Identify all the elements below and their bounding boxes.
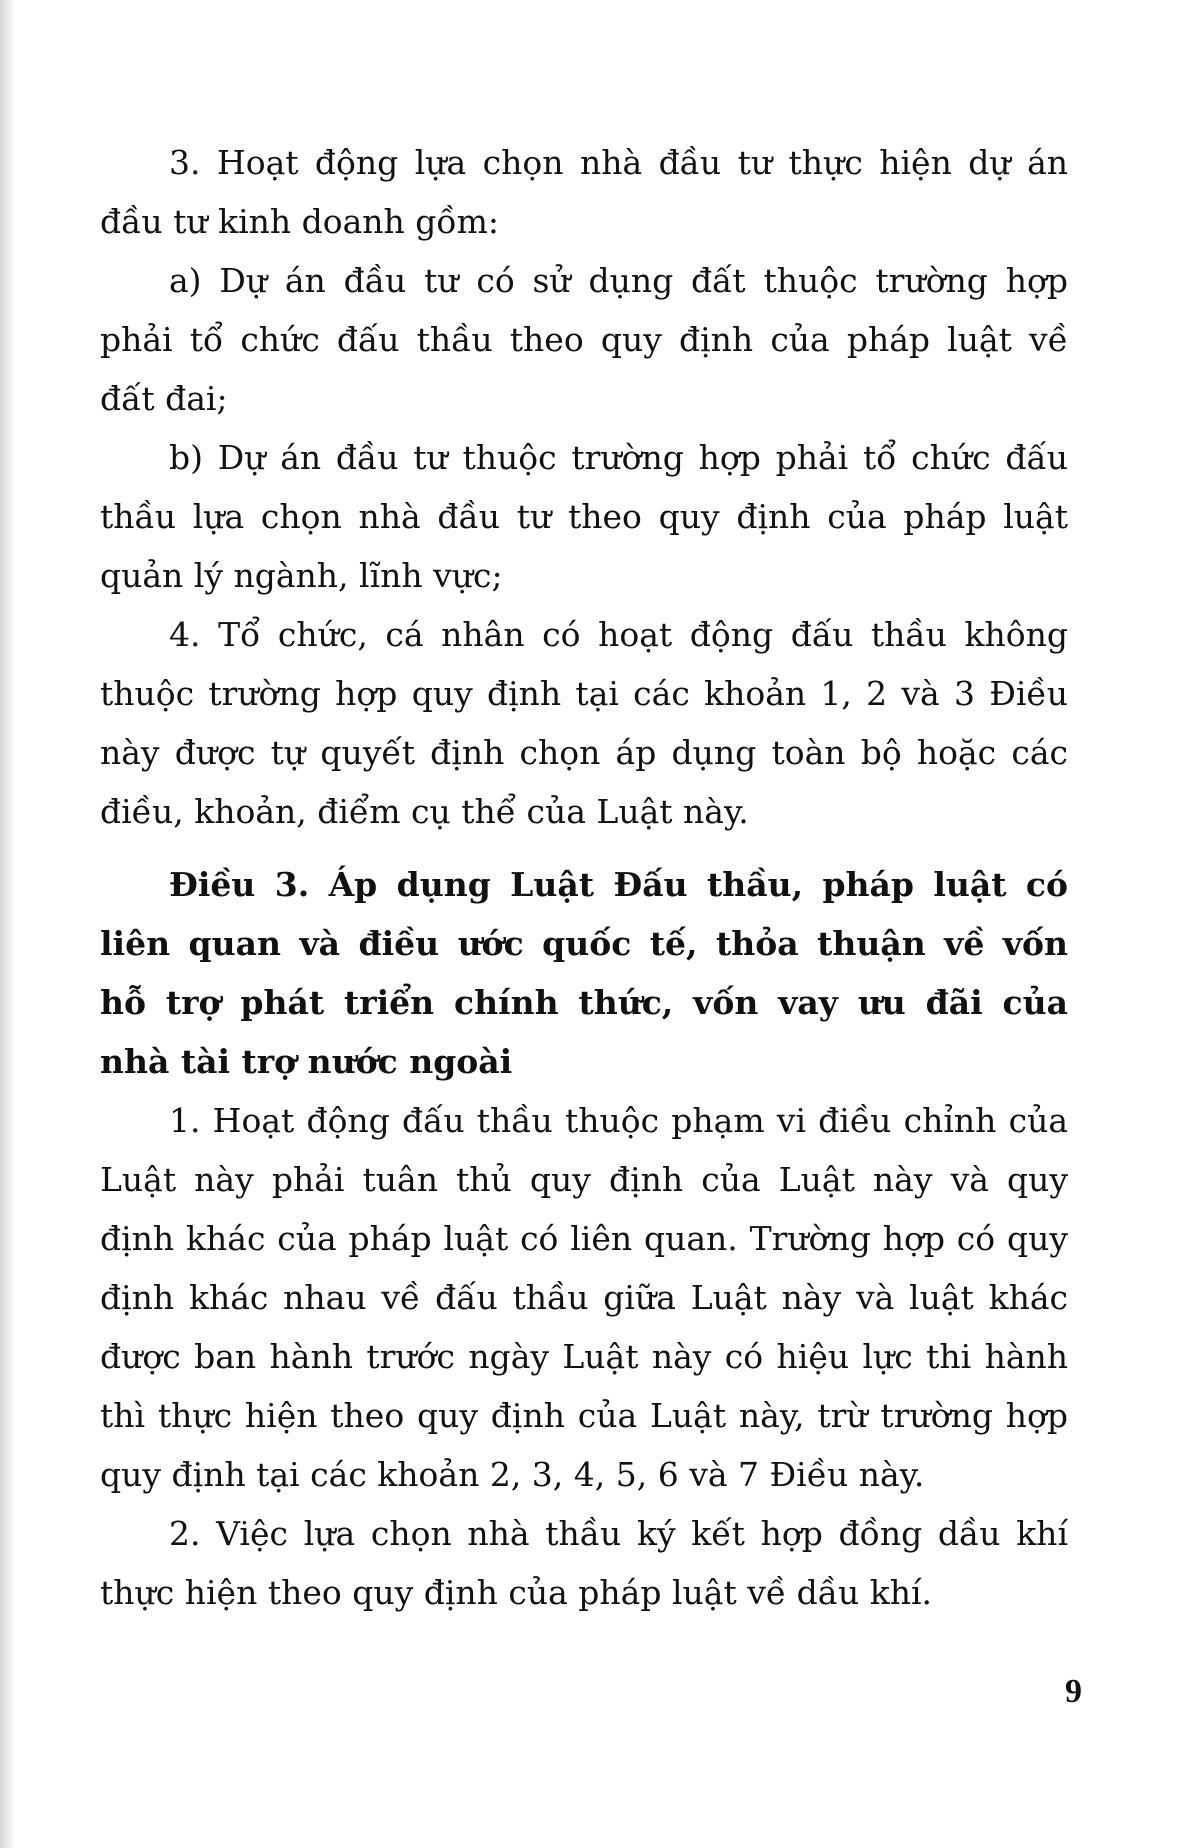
paragraph-line: đất đai; xyxy=(100,379,228,418)
section-spacer xyxy=(100,841,1068,855)
paragraph-line: định khác nhau về đấu thầu giữa Luật này và luật khác xyxy=(100,1278,1068,1317)
paragraph-line: thầu lựa chọn nhà đầu tư theo quy định của pháp luật xyxy=(100,497,1068,536)
paragraph-line: Luật này phải tuân thủ quy định của Luật này và quy xyxy=(100,1160,1068,1199)
paragraph-line: 1. Hoạt động đấu thầu thuộc phạm vi điều chỉnh của xyxy=(169,1101,1068,1140)
paragraph-line: 3. Hoạt động lựa chọn nhà đầu tư thực hiện dự án xyxy=(169,143,1068,182)
article-heading-line: liên quan và điều ước quốc tế, thỏa thuận về vốn xyxy=(100,924,1068,963)
paragraph-line: thuộc trường hợp quy định tại các khoản 1, 2 và 3 Điều xyxy=(100,674,1068,713)
paragraph-line: 2. Việc lựa chọn nhà thầu ký kết hợp đồng dầu khí xyxy=(169,1514,1068,1553)
paragraph-line: điều, khoản, điểm cụ thể của Luật này. xyxy=(100,792,749,831)
paragraph-line: quy định tại các khoản 2, 3, 4, 5, 6 và 7 Điều này. xyxy=(100,1455,925,1494)
page-number: 9 xyxy=(1065,1673,1082,1710)
paragraph-line: phải tổ chức đấu thầu theo quy định của pháp luật về xyxy=(100,320,1068,359)
page-gutter-shadow xyxy=(0,0,16,1848)
text-block xyxy=(100,133,1068,1622)
paragraph-line: này được tự quyết định chọn áp dụng toàn bộ hoặc các xyxy=(100,733,1068,772)
paragraph-line: đầu tư kinh doanh gồm: xyxy=(100,202,500,241)
paragraph-line: a) Dự án đầu tư có sử dụng đất thuộc trường hợp xyxy=(169,261,1068,300)
article-heading-line: hỗ trợ phát triển chính thức, vốn vay ưu đãi của xyxy=(100,983,1068,1022)
paragraph-line: thực hiện theo quy định của pháp luật về dầu khí. xyxy=(100,1573,933,1612)
paragraph-line: định khác của pháp luật có liên quan. Trường hợp có quy xyxy=(100,1219,1068,1258)
paragraph-line: quản lý ngành, lĩnh vực; xyxy=(100,556,503,595)
paragraph-line: được ban hành trước ngày Luật này có hiệu lực thi hành xyxy=(100,1337,1068,1376)
paragraph-line: thì thực hiện theo quy định của Luật này, trừ trường hợp xyxy=(100,1396,1068,1435)
article-heading-line: Điều 3. Áp dụng Luật Đấu thầu, pháp luật có xyxy=(169,865,1068,904)
paragraph-line: 4. Tổ chức, cá nhân có hoạt động đấu thầu không xyxy=(169,615,1068,654)
paragraph-line: b) Dự án đầu tư thuộc trường hợp phải tổ chức đấu xyxy=(169,438,1068,477)
article-heading-line: nhà tài trợ nước ngoài xyxy=(100,1042,513,1081)
